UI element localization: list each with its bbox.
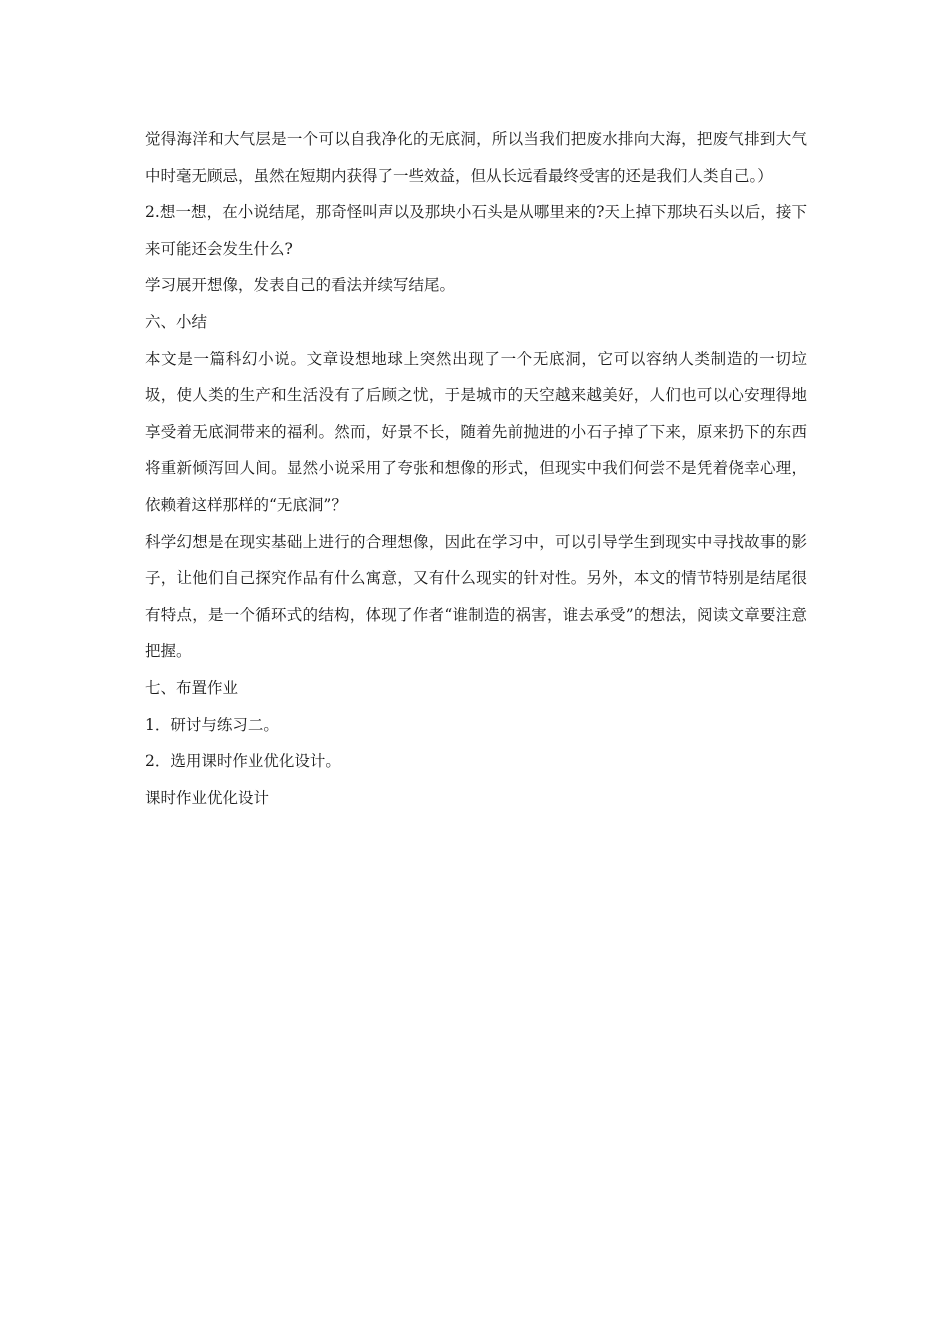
- summary-paragraph-1: 本文是一篇科幻小说。文章设想地球上突然出现了一个无底洞，它可以容纳人类制造的一切垃圾，使人类的生产和生活没有了后顾之忧，于是城市的天空越来越美好，人们也可以心安理得地享受着无底洞带来的福利。然而，好景不长，随着先前抛进的小石子掉了下来，原来扔下的东西将重新倾泻回人间。显然小说采用了夸张和想像的形式，但现实中我们何尝不是凭着侥幸心理，依赖着这样那样的“无底洞”？: [145, 349, 807, 514]
- summary-paragraph-2: 科学幻想是在现实基础上进行的合理想像，因此在学习中，可以引导学生到现实中寻找故事的影子，让他们自己探究作品有什么寓意，又有什么现实的针对性。另外，本文的情节特别是结尾很有特点，是一个循环式的结构，体现了作者“谁制造的祸害，谁去承受”的想法，阅读文章要注意把握。: [145, 532, 807, 661]
- instruction-paragraph: 学习展开想像，发表自己的看法并续写结尾。: [145, 276, 456, 295]
- section-heading-design: 课时作业优化设计: [145, 788, 270, 807]
- paragraph-pollution-conclusion: 觉得海洋和大气层是一个可以自我净化的无底洞，所以当我们把废水排向大海，把废气排到大气中时毫无顾忌，虽然在短期内获得了一些效益，但从长远看最终受害的还是我们人类自己。）: [145, 130, 807, 185]
- question-2: 2.想一想，在小说结尾，那奇怪叫声以及那块小石头是从哪里来的?天上掉下那块石头以后，接下来可能还会发生什么?: [145, 203, 807, 258]
- section-heading-summary: 六、小结: [145, 312, 208, 331]
- document-body: [145, 121, 807, 816]
- homework-item-2: 2．选用课时作业优化设计。: [145, 752, 341, 771]
- section-heading-homework: 七、布置作业: [145, 678, 239, 697]
- homework-item-1: 1．研讨与练习二。: [145, 715, 279, 734]
